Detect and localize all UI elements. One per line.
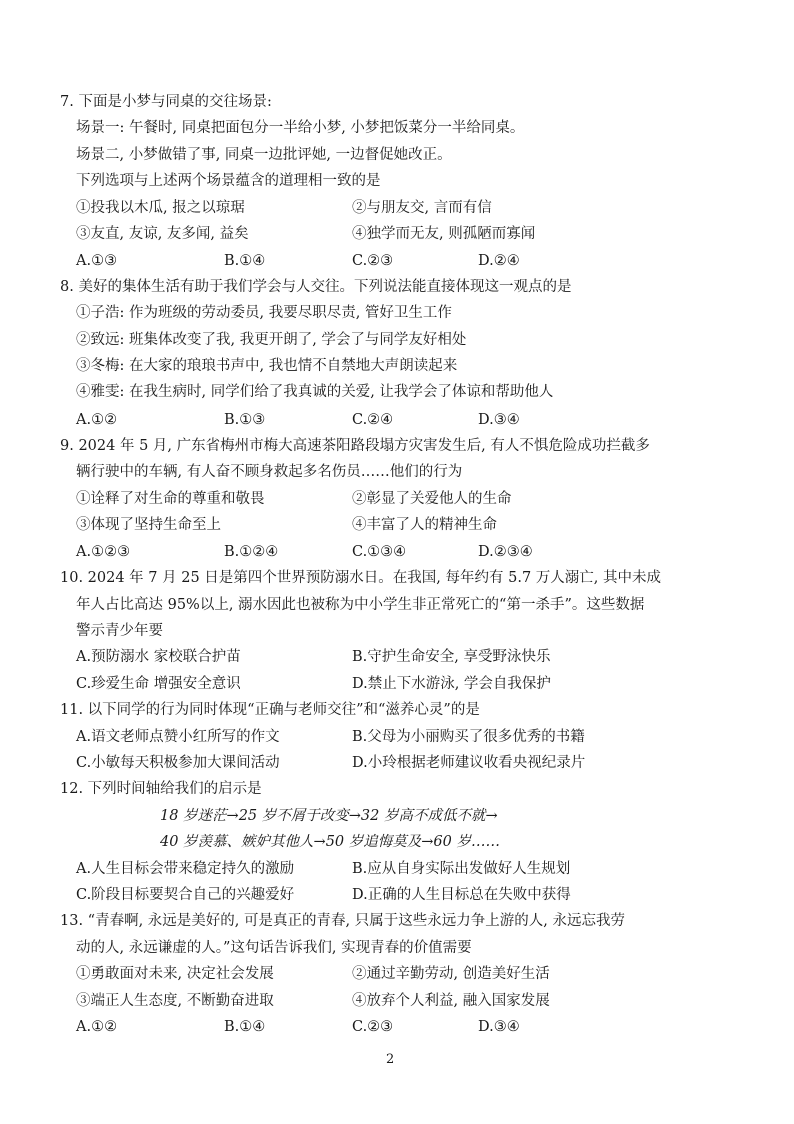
question-13-option-b[interactable]: B.①④ bbox=[224, 1019, 266, 1035]
question-13-item-1: ①勇敢面对未来, 决定社会发展 bbox=[76, 966, 274, 982]
question-12-option-c[interactable]: C.阶段目标要契合自己的兴趣爱好 bbox=[76, 887, 295, 903]
question-10-stem-cont: 年人占比高达 95%以上, 溺水因此也被称为中小学生非正常死亡的“第一杀手”。这些数据 bbox=[76, 597, 645, 613]
question-8-item-1: ①子浩: 作为班级的劳动委员, 我要尽职尽责, 管好卫生工作 bbox=[76, 305, 452, 321]
question-12-option-a[interactable]: A.人生目标会带来稳定持久的激励 bbox=[76, 861, 295, 877]
question-7-scene-1: 场景一: 午餐时, 同桌把面包分一半给小梦, 小梦把饭菜分一半给同桌。 bbox=[76, 120, 525, 136]
question-9-item-3: ③体现了坚持生命至上 bbox=[76, 517, 221, 533]
question-7-title: 7. 下面是小梦与同桌的交往场景: bbox=[60, 94, 272, 110]
question-11-option-c[interactable]: C.小敏每天积极参加大课间活动 bbox=[76, 755, 280, 771]
question-8-item-2: ②致远: 班集体改变了我, 我更开朗了, 学会了与同学友好相处 bbox=[76, 332, 467, 348]
question-8-item-4: ④雅雯: 在我生病时, 同学们给了我真诚的关爱, 让我学会了体谅和帮助他人 bbox=[76, 384, 554, 400]
question-9-item-1: ①诠释了对生命的尊重和敬畏 bbox=[76, 491, 265, 507]
question-13-item-2: ②通过辛勤劳动, 创造美好生活 bbox=[352, 966, 550, 982]
question-7-option-a[interactable]: A.①③ bbox=[76, 253, 118, 269]
question-13-item-3: ③端正人生态度, 不断勤奋进取 bbox=[76, 993, 274, 1009]
question-12-option-d[interactable]: D.正确的人生目标总在失败中获得 bbox=[352, 887, 571, 903]
question-7-prompt: 下列选项与上述两个场景蕴含的道理相一致的是 bbox=[76, 173, 381, 189]
question-12-timeline-1: 18 岁迷茫→25 岁不屑于改变→32 岁高不成低不就→ bbox=[160, 808, 498, 824]
question-8-option-c[interactable]: C.②④ bbox=[352, 412, 394, 428]
question-7-item-4: ④独学而无友, 则孤陋而寡闻 bbox=[352, 226, 536, 242]
question-10-title: 10. 2024 年 7 月 25 日是第四个世界预防溺水日。在我国, 每年约有 5.7 万人溺亡, 其中未成 bbox=[60, 570, 662, 586]
question-12-title: 12. 下列时间轴给我们的启示是 bbox=[60, 781, 262, 797]
question-9-option-a[interactable]: A.①②③ bbox=[76, 544, 131, 560]
question-12-option-b[interactable]: B.应从自身实际出发做好人生规划 bbox=[352, 861, 571, 877]
question-11-option-a[interactable]: A.语文老师点赞小红所写的作文 bbox=[76, 729, 280, 745]
question-9-item-2: ②彰显了关爱他人的生命 bbox=[352, 491, 512, 507]
question-7-item-2: ②与朋友交, 言而有信 bbox=[352, 200, 492, 216]
question-10-option-b[interactable]: B.守护生命安全, 享受野泳快乐 bbox=[352, 649, 551, 665]
question-9-title: 9. 2024 年 5 月, 广东省梅州市梅大高速茶阳路段塌方灾害发生后, 有人不惧危险成功拦截多 bbox=[60, 438, 650, 454]
question-10-option-c[interactable]: C.珍爱生命 增强安全意识 bbox=[76, 676, 241, 692]
question-13-option-d[interactable]: D.③④ bbox=[478, 1019, 520, 1035]
question-11-option-b[interactable]: B.父母为小丽购买了很多优秀的书籍 bbox=[352, 729, 585, 745]
question-8-option-a[interactable]: A.①② bbox=[76, 412, 118, 428]
question-7-scene-2: 场景二, 小梦做错了事, 同桌一边批评她, 一边督促她改正。 bbox=[76, 147, 452, 163]
question-10-option-a[interactable]: A.预防溺水 家校联合护苗 bbox=[76, 649, 241, 665]
question-7-option-b[interactable]: B.①④ bbox=[224, 253, 266, 269]
question-8-option-d[interactable]: D.③④ bbox=[478, 412, 520, 428]
page-number: 2 bbox=[386, 1052, 395, 1067]
question-11-title: 11. 以下同学的行为同时体现“正确与老师交往”和“滋养心灵”的是 bbox=[60, 702, 480, 718]
question-12-timeline-2: 40 岁羡慕、嫉妒其他人→50 岁追悔莫及→60 岁…… bbox=[160, 834, 500, 850]
question-9-item-4: ④丰富了人的精神生命 bbox=[352, 517, 497, 533]
question-8-item-3: ③冬梅: 在大家的琅琅书声中, 我也情不自禁地大声朗读起来 bbox=[76, 358, 458, 374]
question-11-option-d[interactable]: D.小玲根据老师建议收看央视纪录片 bbox=[352, 755, 586, 771]
question-13-option-a[interactable]: A.①② bbox=[76, 1019, 118, 1035]
question-10-stem-end: 警示青少年要 bbox=[76, 623, 163, 639]
question-7-item-1: ①投我以木瓜, 报之以琼琚 bbox=[76, 200, 245, 216]
question-13-title: 13. “青春啊, 永远是美好的, 可是真正的青春, 只属于这些永远力争上游的人, 永远忘我劳 bbox=[60, 913, 625, 929]
question-8-option-b[interactable]: B.①③ bbox=[224, 412, 266, 428]
question-9-option-d[interactable]: D.②③④ bbox=[478, 544, 533, 560]
question-9-option-c[interactable]: C.①③④ bbox=[352, 544, 407, 560]
question-7-option-c[interactable]: C.②③ bbox=[352, 253, 394, 269]
question-9-option-b[interactable]: B.①②④ bbox=[224, 544, 279, 560]
question-13-option-c[interactable]: C.②③ bbox=[352, 1019, 394, 1035]
question-8-title: 8. 美好的集体生活有助于我们学会与人交往。下列说法能直接体现这一观点的是 bbox=[60, 279, 572, 295]
question-13-item-4: ④放弃个人利益, 融入国家发展 bbox=[352, 993, 550, 1009]
question-7-item-3: ③友直, 友谅, 友多闻, 益矣 bbox=[76, 226, 249, 242]
question-7-option-d[interactable]: D.②④ bbox=[478, 253, 520, 269]
question-10-option-d[interactable]: D.禁止下水游泳, 学会自我保护 bbox=[352, 676, 551, 692]
question-13-stem-cont: 动的人, 永远谦虚的人。”这句话告诉我们, 实现青春的价值需要 bbox=[76, 940, 472, 956]
question-9-stem-cont: 辆行驶中的车辆, 有人奋不顾身救起多名伤员……他们的行为 bbox=[76, 464, 463, 480]
